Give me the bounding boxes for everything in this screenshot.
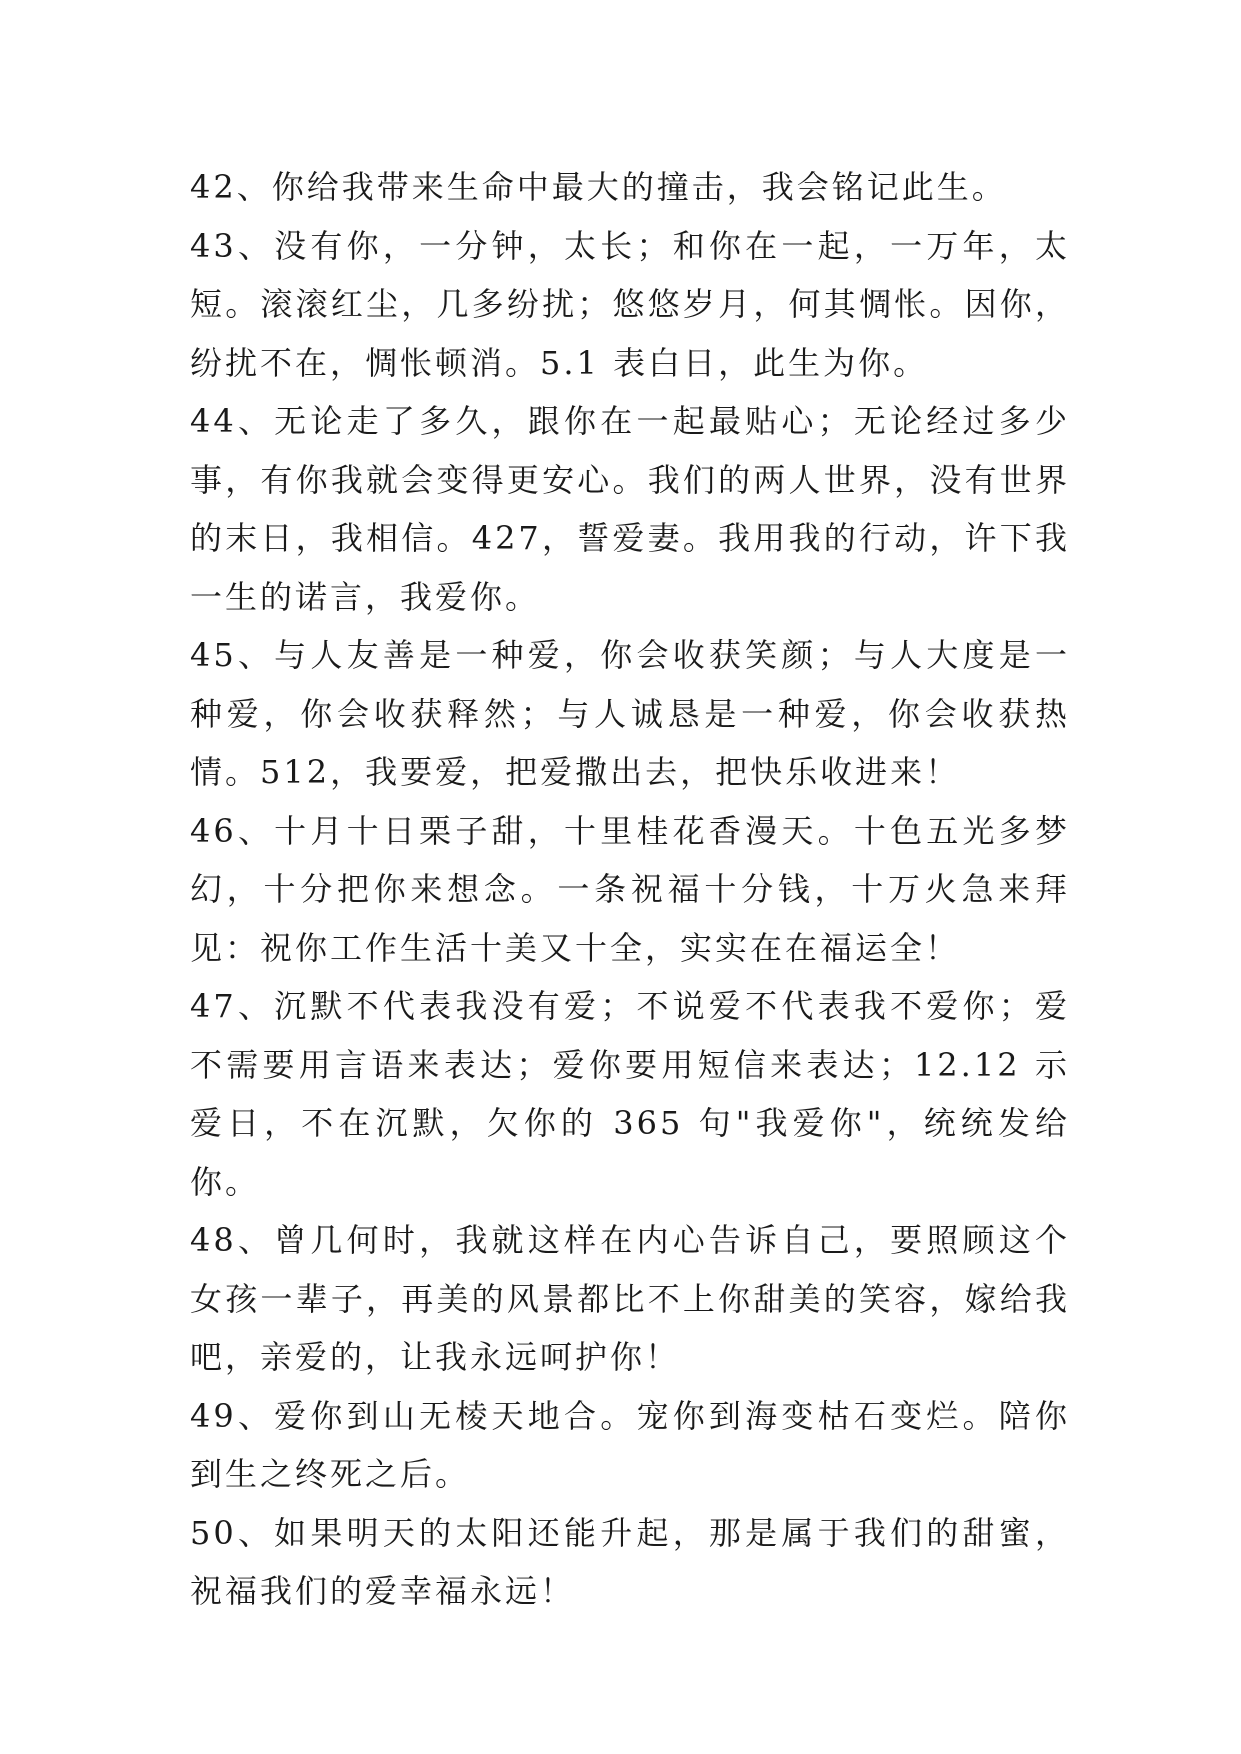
paragraph-42: 42、你给我带来生命中最大的撞击，我会铭记此生。 xyxy=(190,168,1007,206)
paragraph-48: 48、曾几何时，我就这样在内心告诉自己，要照顾这个女孩一辈子，再美的风景都比不上你甜美的笑容，嫁给我吧，亲爱的，让我永远呵护你！ xyxy=(190,1221,1070,1376)
paragraph-43: 43、没有你，一分钟，太长；和你在一起，一万年，太短。滚滚红尘，几多纷扰；悠悠岁月，何其惆怅。因你，纷扰不在，惆怅顿消。5.1 表白日，此生为你。 xyxy=(190,226,1070,382)
paragraph-46: 46、十月十日栗子甜，十里桂花香漫天。十色五光多梦幻，十分把你来想念。一条祝福十分钱，十万火急来拜见：祝你工作生活十美又十全，实实在在福运全！ xyxy=(190,811,1070,967)
paragraph-45: 45、与人友善是一种爱，你会收获笑颜；与人大度是一种爱，你会收获释然；与人诚恳是一种爱，你会收获热情。512，我要爱，把爱撒出去，把快乐收进来！ xyxy=(190,636,1070,791)
paragraph-49: 49、爱你到山无棱天地合。宠你到海变枯石变烂。陪你到生之终死之后。 xyxy=(190,1396,1070,1493)
document-body xyxy=(190,158,1070,1621)
paragraph-47: 47、沉默不代表我没有爱；不说爱不代表我不爱你；爱不需要用言语来表达；爱你要用短信来表达；12.12 示爱日，不在沉默，欠你的 365 句"我爱你"，统统发给你。 xyxy=(190,987,1070,1201)
paragraph-50: 50、如果明天的太阳还能升起，那是属于我们的甜蜜，祝福我们的爱幸福永远！ xyxy=(190,1513,1070,1610)
paragraph-44: 44、无论走了多久，跟你在一起最贴心；无论经过多少事，有你我就会变得更安心。我们的两人世界，没有世界的末日，我相信。427，誓爱妻。我用我的行动，许下我一生的诺言，我爱你。 xyxy=(190,402,1070,616)
